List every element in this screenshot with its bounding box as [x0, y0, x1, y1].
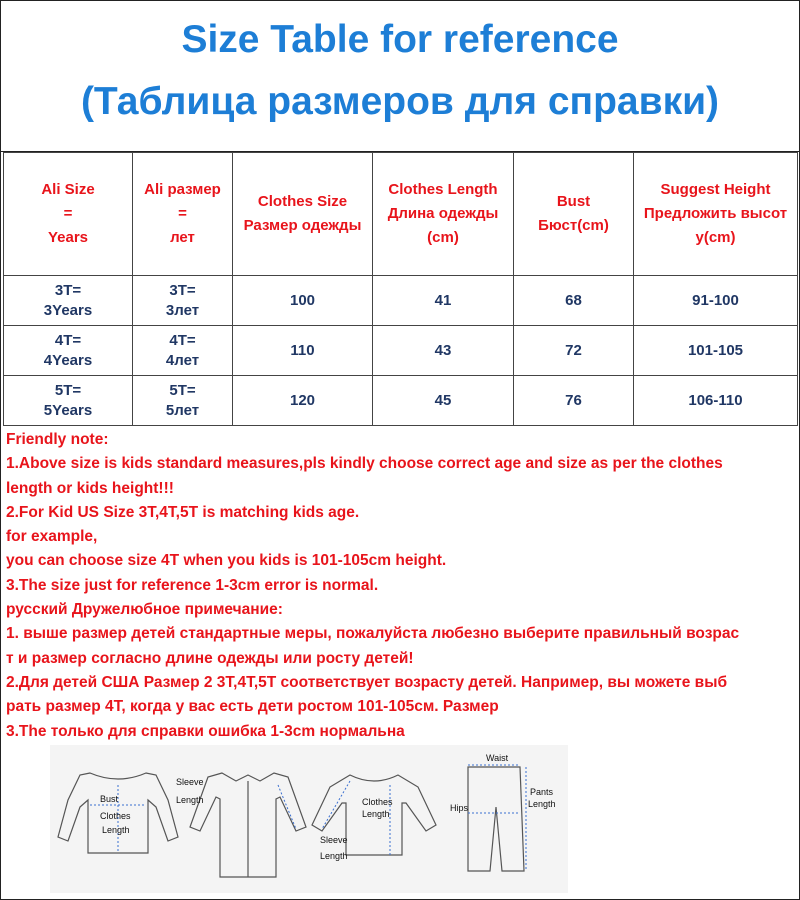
cell-clothes-size: 120	[233, 376, 373, 426]
label-sleeve-2: Sleeve	[320, 835, 348, 845]
label-sleeve: Sleeve	[176, 777, 204, 787]
header-bust: Bust Бюст(cm)	[514, 153, 634, 276]
cell-bust: 76	[514, 376, 634, 426]
header-suggest-height: Suggest Height Предложить высот у(cm)	[634, 153, 798, 276]
note-line: length or kids height!!!	[6, 479, 174, 497]
note-line: т и размер согласно длине одежды или росту детей!	[6, 649, 414, 667]
garment-sketches	[50, 745, 568, 893]
note-line: Friendly note:	[6, 431, 109, 448]
table-row	[4, 326, 798, 376]
cell-bust: 72	[514, 326, 634, 376]
note-line: you can choose size 4T when you kids is 101-105cm height.	[6, 552, 447, 570]
cell-ali-size: 5T= 5Years	[4, 376, 133, 426]
cell-height: 106-110	[634, 376, 798, 426]
page-subtitle: (Таблица размеров для справки)	[80, 80, 720, 123]
note-line: 2.For Kid US Size 3T,4T,5T is matching kids age.	[6, 503, 360, 521]
cell-length: 41	[373, 276, 514, 326]
cell-clothes-size: 110	[233, 326, 373, 376]
cell-height: 91-100	[634, 276, 798, 326]
note-line: 1.Above size is kids standard measures,pls kindly choose correct age and size as per the clothes	[6, 455, 723, 473]
label-length: Length	[102, 825, 130, 835]
label-hips: Hips	[450, 803, 469, 813]
label-waist: Waist	[486, 753, 509, 763]
label-sleeve-length: Length	[176, 795, 204, 805]
title-box	[0, 0, 800, 152]
measurement-diagram	[50, 745, 568, 893]
table-row	[4, 276, 798, 326]
note-line: 2.Для детей США Размер 2 3T,4T,5T соответствует возрасту детей. Например, вы можете выб	[6, 673, 728, 691]
page-title: Size Table for reference	[181, 18, 619, 61]
header-ali-size: Ali Size = Years	[4, 153, 133, 276]
note-line: русский Дружелюбное примечание:	[6, 601, 283, 619]
pants-sketch	[468, 767, 524, 871]
table-row	[4, 376, 798, 426]
cell-ali-size: 4T= 4Years	[4, 326, 133, 376]
cell-length: 45	[373, 376, 514, 426]
label-pants: Pants	[530, 787, 554, 797]
header-clothes-length: Clothes Length Длина одежды (cm)	[373, 153, 514, 276]
label-pants-length: Length	[528, 799, 556, 809]
note-line: 1. выше размер детей стандартные меры, пожалуйста любезно выберите правильный возрас	[6, 625, 740, 643]
cell-bust: 68	[514, 276, 634, 326]
label-clothes: Clothes	[100, 811, 131, 821]
cell-length: 43	[373, 326, 514, 376]
header-clothes-size: Clothes Size Размер одежды	[233, 153, 373, 276]
cell-ali-size: 3T= 3Years	[4, 276, 133, 326]
cell-clothes-size: 100	[233, 276, 373, 326]
label-bust: Bust	[100, 794, 119, 804]
note-line: рать размер 4T, когда у вас есть дети ростом 101-105см. Размер	[6, 698, 499, 716]
note-line: 3.The size just for reference 1-3cm error is normal.	[6, 576, 379, 594]
cell-ali-ru: 4T= 4лет	[133, 326, 233, 376]
cell-ali-ru: 5T= 5лет	[133, 376, 233, 426]
friendly-notes	[6, 428, 796, 744]
header-ali-razmer: Ali размер = лет	[133, 153, 233, 276]
label-clothes-length-2: Length	[362, 809, 390, 819]
label-clothes-2: Clothes	[362, 797, 393, 807]
table-header-row	[4, 153, 798, 276]
size-table	[3, 152, 798, 426]
label-sleeve-length-2: Length	[320, 851, 348, 861]
note-line: for example,	[6, 528, 98, 546]
cell-height: 101-105	[634, 326, 798, 376]
cell-ali-ru: 3T= 3лет	[133, 276, 233, 326]
note-line: 3.The только для справки ошибка 1-3cm нормальна	[6, 722, 405, 740]
